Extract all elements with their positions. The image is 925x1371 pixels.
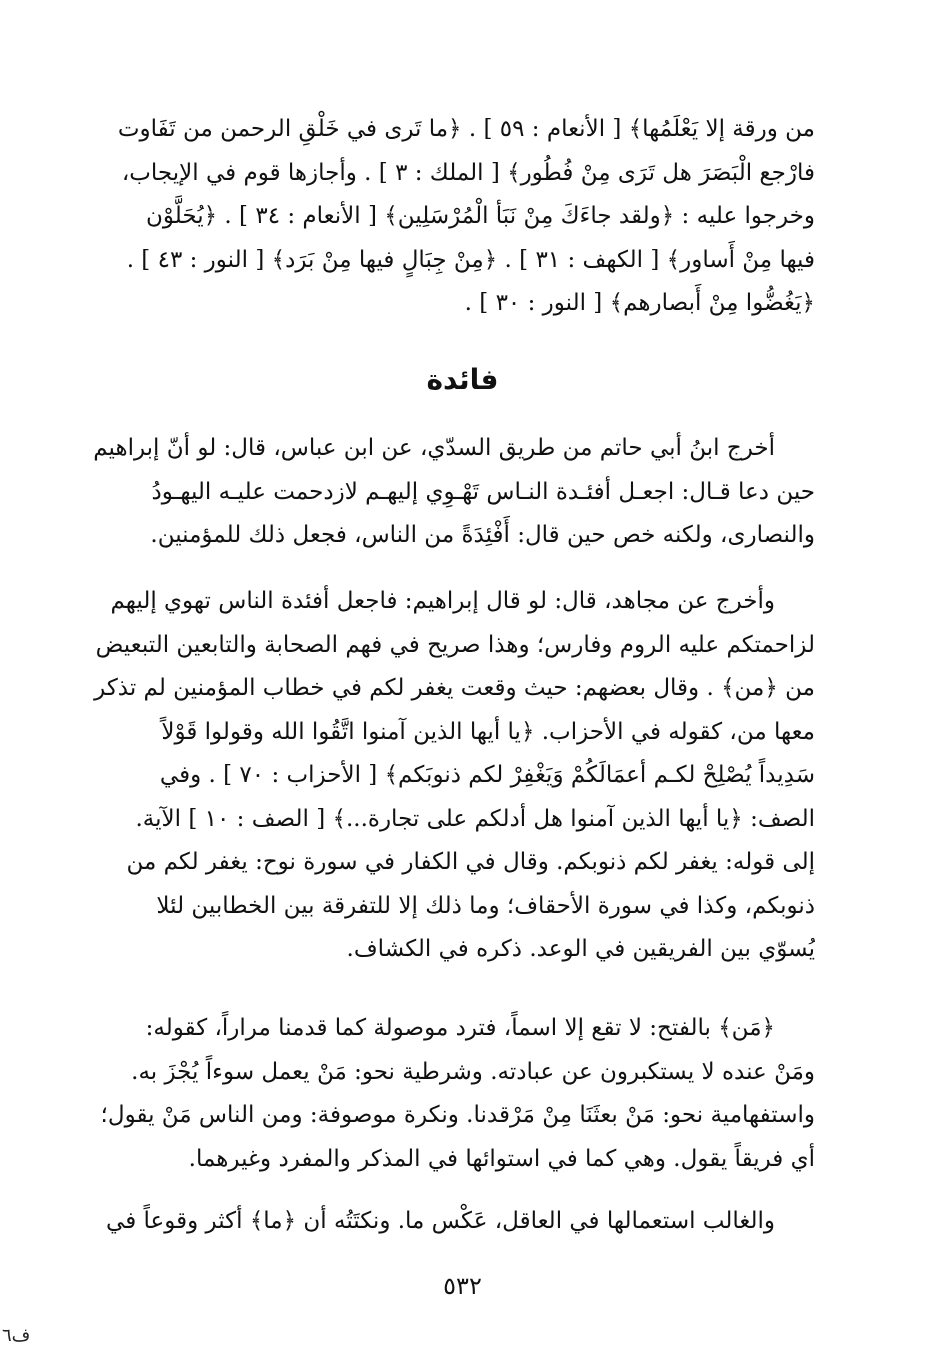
text-line: وخرجوا عليه : ﴿ولقد جاءَكَ مِنْ نَبَأ الْمُرْسَلِين﴾ [ الأنعام : ٣٤ ] . ﴿يُحَلَّوْن	[146, 203, 815, 229]
text-line: لزاحمتكم عليه الروم وفارس؛ وهذا صريح في فهم الصحابة والتابعين التبعيض	[95, 631, 815, 658]
text-line: يُسوّي بين الفريقين في الوعد. ذكره في الكشاف.	[346, 936, 815, 962]
page-number: ٥٣٢	[443, 1272, 482, 1300]
text-line: ومَنْ عنده لا يستكبرون عن عبادته. وشرطية نحو: مَنْ يعمل سوءاً يُجْزَ به.	[131, 1058, 815, 1085]
text-line: معها من، كقوله في الأحزاب. ﴿يا أيها الذين آمنوا اتَّقُوا الله وقولوا قَوْلاً	[161, 718, 815, 745]
text-line: أي فريقاً يقول. وهي كما في استوائها في المذكر والمفرد وغيرهما.	[188, 1145, 815, 1172]
text-line: من ﴿من﴾ . وقال بعضهم: حيث وقعت يغفر لكم في خطاب المؤمنين لم تذكر	[94, 675, 815, 701]
text-line: الصف: ﴿يا أيها الذين آمنوا هل أدلكم على تجارة...﴾ [ الصف : ١٠ ] الآية.	[135, 805, 815, 832]
text-line: ﴿يَغُضُّوا مِنْ أَبصارهم﴾ [ النور : ٣٠ ] .	[464, 290, 815, 316]
paragraph-ibn-abi-hatim	[90, 427, 815, 558]
text-line: حين دعا قـال: اجعـل أفئـدة النـاس تَهْـوِي إليهـم لازدحمت عليـه اليهـودُ	[151, 478, 815, 505]
text-line: وأخرج عن مجاهد، قال: لو قال إبراهيم: فاجعل أفئدة الناس تهوي إليهم	[110, 588, 775, 614]
text-line: فيها مِنْ أَساور﴾ [ الكهف : ٣١ ] . ﴿مِنْ جِبَالٍ فيها مِنْ بَرَد﴾ [ النور : ٤٣ ] .	[126, 246, 815, 273]
text-line: أخرج ابنُ أبي حاتم من طريق السدّي، عن ابن عباس، قال: لو أنّ إبراهيم	[93, 435, 775, 461]
paragraph-man	[90, 1007, 815, 1181]
text-line: سَدِيداً يُصْلِحْ لكـم أعمَالَكُمْ وَيَغْفِرْ لكم ذنوبَكم﴾ [ الأحزاب : ٧٠ ] . وفي	[159, 762, 815, 788]
text-line: ﴿مَن﴾ بالفتح: لا تقع إلا اسماً، فترد موصولة كما قدمنا مراراً، كقوله:	[145, 1015, 775, 1041]
text-line: واستفهامية نحو: مَنْ بعثَنَا مِنْ مَرْقدنا. ونكرة موصوفة: ومن الناس مَنْ يقول؛	[100, 1102, 815, 1128]
text-line: ذنوبكم، وكذا في سورة الأحقاف؛ وما ذلك إلا للتفرقة بين الخطابين لئلا	[156, 892, 815, 919]
text-line: فارْجع الْبَصَرَ هل تَرَى مِنْ فُطُور﴾ [ الملك : ٣ ] . وأجازها قوم في الإيجاب،	[121, 159, 815, 186]
text-line: إلى قوله: يغفر لكم ذنوبكم. وقال في الكفار في سورة نوح: يغفر لكم من	[126, 849, 815, 875]
intro-paragraph	[90, 108, 815, 326]
text-line: من ورقة إلا يَعْلَمُها﴾ [ الأنعام : ٥٩ ] . ﴿ما تَرى في خَلْقِ الرحمن من تَفَاوت	[117, 116, 815, 142]
section-heading: فائدة	[426, 363, 499, 396]
text-line: والنصارى، ولكنه خص حين قال: أَفْئِدَةً من الناس، فجعل ذلك للمؤمنين.	[150, 522, 815, 548]
corner-mark: ف٦	[2, 1325, 31, 1346]
paragraph-ghalib	[90, 1200, 815, 1244]
paragraph-mujahid	[90, 580, 815, 972]
text-line: والغالب استعمالها في العاقل، عَكْس ما. ونكتَتُه أن ﴿ما﴾ أكثر وقوعاً في	[106, 1208, 775, 1234]
